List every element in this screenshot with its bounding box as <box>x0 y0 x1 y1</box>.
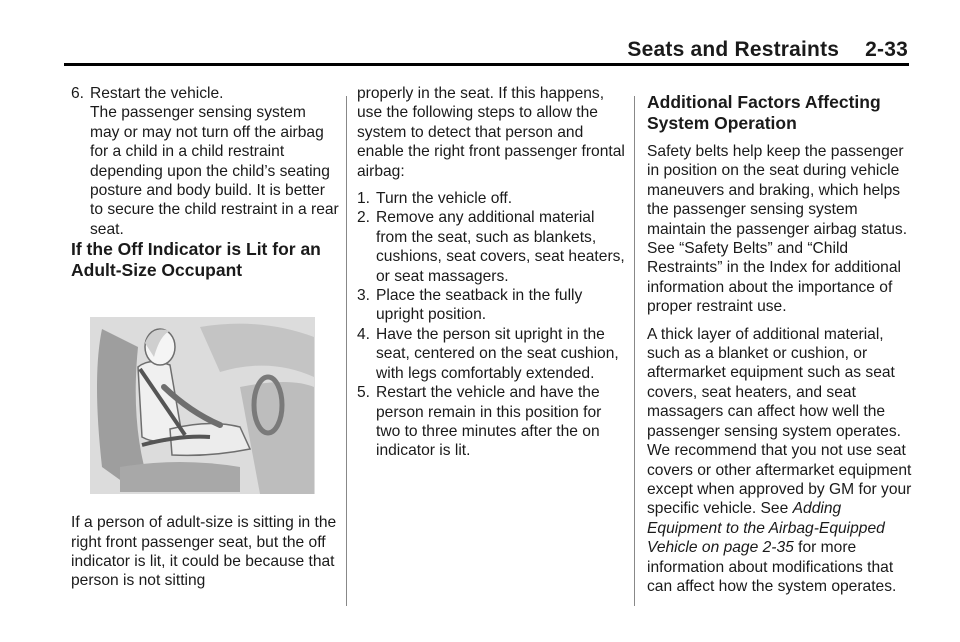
page-header <box>0 0 960 64</box>
step-1-text: Turn the vehicle off. <box>376 190 513 208</box>
step-5 <box>357 383 625 461</box>
column-divider-1 <box>346 96 347 606</box>
column-divider-2 <box>634 96 635 606</box>
step-4 <box>357 325 625 383</box>
step-2-text: Remove any additional material from the seat, such as blankets, cushions, seat covers, seat heaters, or seat massagers. <box>376 209 625 285</box>
adult-occupant-paragraph: If a person of adult-size is sitting in the right front passenger seat, but the off indicator is lit, it could be because that person is not sitting <box>71 514 337 590</box>
page-number: 2-33 <box>865 38 908 61</box>
cross-reference-link[interactable]: Adding Equipment to the Airbag-Equipped Vehicle on page 2-35 <box>647 500 885 557</box>
header-rule <box>64 63 909 66</box>
step-6-text: Restart the vehicle. <box>90 85 224 102</box>
column-1 <box>71 84 339 591</box>
step-4-text: Have the person sit upright in the seat, centered on the seat cushion, with legs comfortably extended. <box>376 325 619 382</box>
step-3 <box>357 286 625 325</box>
column-3 <box>647 84 915 596</box>
header-title <box>627 38 908 62</box>
step-2-number: 2. <box>357 209 371 227</box>
step-1 <box>357 189 625 208</box>
safety-belts-paragraph: Safety belts help keep the passenger in position on the seat during vehicle maneuvers and braking, which helps the passenger sensing system maintain the passenger airbag status. See “Safety Belts” and “Child Restraints” in the Index for additional information about the importance of proper restraint use. <box>647 143 908 316</box>
step-6-number: 6. <box>71 85 85 102</box>
additional-material-text-end: for more information about modifications that can affect how the system operates. <box>647 539 897 595</box>
section-heading-off-indicator: If the Off Indicator is Lit for an Adult-Size Occupant <box>71 239 321 281</box>
step-5-number: 5. <box>357 384 371 402</box>
step-6 <box>71 84 339 103</box>
step-4-number: 4. <box>357 325 371 343</box>
step-2 <box>357 208 625 286</box>
additional-material-paragraph <box>647 325 915 597</box>
step-5-text: Restart the vehicle and have the person remain in this position for two to three minutes after the on indicator is lit. <box>376 384 602 460</box>
adult-passenger-seated-illustration <box>90 317 315 494</box>
section-heading-additional-factors: Additional Factors Affecting System Operation <box>647 92 881 133</box>
step-1-number: 1. <box>357 190 371 208</box>
steps-intro-paragraph: properly in the seat. If this happens, use the following steps to allow the system to detect that person and enable the right front passenger frontal airbag: <box>357 85 625 180</box>
step-3-text: Place the seatback in the fully upright position. <box>376 287 583 324</box>
column-2 <box>357 84 625 461</box>
section-title: Seats and Restraints <box>627 38 840 61</box>
adult-passenger-illustration-icon <box>90 317 315 494</box>
steps-list <box>357 189 625 461</box>
step-6-note: The passenger sensing system may or may not turn off the airbag for a child in a child restraint depending upon the child’s seating posture and body build. It is better to secure the child restraint in a rear seat. <box>90 104 339 238</box>
step-3-number: 3. <box>357 287 371 305</box>
additional-material-text: A thick layer of additional material, such as a blanket or cushion, or aftermarket equipment such as seat covers, seat heaters, and seat massagers can affect how well the passenger sensing system operates. We recommend that you not use seat covers or other aftermarket equipment except when approved by GM for your specific vehicle. See <box>647 325 912 518</box>
